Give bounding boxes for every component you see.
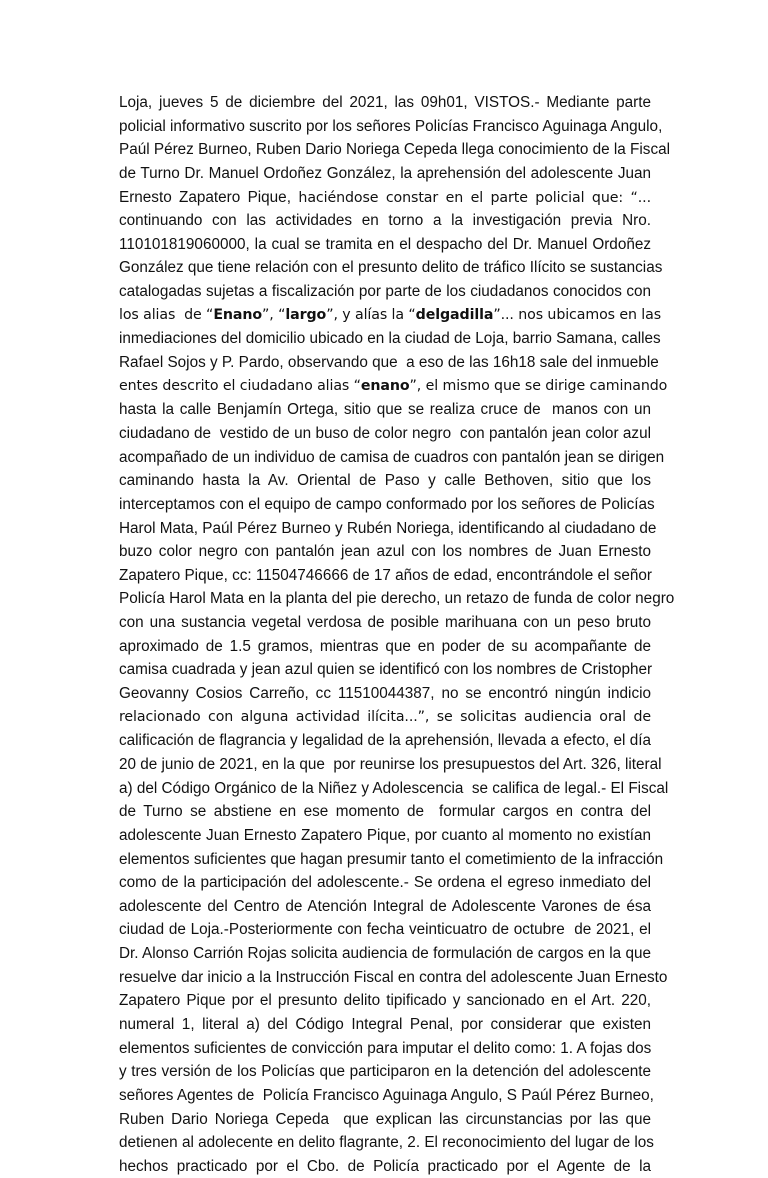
text-line: y tres versión de los Policías que participaron en la detención del adolescente [119, 1063, 651, 1081]
text-segment: ”, “ [262, 306, 286, 323]
text-segment: Ernesto Zapatero Pique, [119, 188, 291, 206]
text-line: Paúl Pérez Burneo, Ruben Dario Noriega Cepeda llega conocimiento de la Fiscal [119, 141, 671, 159]
text-line: acompañado de un individuo de camisa de cuadros con pantalón jean se dirigen [119, 448, 665, 466]
text-line: Ruben Dario Noriega Cepeda que explican las circunstancias por las que [119, 1110, 651, 1128]
text-line: Harol Mata, Paúl Pérez Burneo y Rubén Noriega, identificando al ciudadano de [119, 519, 657, 537]
text-line: Dr. Alonso Carrión Rojas solicita audiencia de formulación de cargos en la que [119, 945, 651, 963]
text-line: resuelve dar inicio a la Instrucción Fiscal en contra del adolescente Juan Ernesto [119, 968, 668, 986]
text-segment: haciéndose constar en el parte policial que: “... [290, 189, 651, 206]
text-line: buzo color negro con pantalón jean azul con los nombres de Juan Ernesto [119, 543, 651, 561]
text-line: de Turno se abstiene en ese momento de formular cargos en contra del [119, 803, 651, 821]
text-line: elementos suficientes que hagan presumir tanto el cometimiento de la infracción [119, 850, 664, 868]
document-body [119, 91, 675, 1178]
text-line: Policía Harol Mata en la planta del pie derecho, un retazo de funda de color negro [119, 590, 675, 608]
text-line: ciudad de Loja.-Posteriormente con fecha veinticuatro de octubre de 2021, el [119, 921, 651, 939]
bold-alias: largo [285, 306, 327, 323]
text-line [119, 304, 662, 328]
text-line: caminando hasta la Av. Oriental de Paso y calle Bethoven, sitio que los [119, 472, 651, 490]
text-line: señores Agentes de Policía Francisco Aguinaga Angulo, S Paúl Pérez Burneo, [119, 1086, 654, 1104]
text-line: catalogadas sujetas a fiscalización por parte de los ciudadanos conocidos con [119, 283, 651, 301]
text-line: hechos practicado por el Cbo. de Policía practicado por el Agente de la [119, 1157, 651, 1175]
text-line: adolescente del Centro de Atención Integral de Adolescente Varones de ésa [119, 897, 651, 915]
text-line: ciudadano de vestido de un buso de color negro con pantalón jean color azul [119, 424, 651, 442]
bold-alias: enano [360, 377, 410, 394]
text-line: de Turno Dr. Manuel Ordoñez González, la aprehensión del adolescente Juan [119, 164, 651, 182]
text-line: como de la participación del adolescente.- Se ordena el egreso inmediato del [119, 874, 651, 892]
text-line: adolescente Juan Ernesto Zapatero Pique, por cuanto al momento no existían [119, 826, 651, 844]
bold-alias: delgadilla [415, 306, 494, 323]
text-segment: entes descrito el ciudadano alias “ [119, 377, 361, 394]
text-line: inmediaciones del domicilio ubicado en la ciudad de Loja, barrio Samana, calles [119, 330, 661, 348]
text-line: numeral 1, literal a) del Código Integral Penal, por considerar que existen [119, 1015, 651, 1033]
text-line: hasta la calle Benjamín Ortega, sitio que se realiza cruce de manos con un [119, 401, 651, 419]
text-segment: los alias de “ [119, 306, 214, 323]
text-segment: ”, y alías la “ [326, 306, 416, 323]
text-segment: ”, el mismo que se dirige caminando [409, 377, 668, 394]
text-segment: se solicitas audiencia oral de [429, 708, 651, 725]
text-line: Zapatero Pique, cc: 11504746666 de 17 años de edad, encontrándole el señor [119, 566, 652, 584]
text-line: elementos suficientes de convicción para imputar el delito como: 1. A fojas dos [119, 1039, 652, 1057]
text-segment: ”... nos ubicamos en las [493, 306, 662, 323]
text-line: Rafael Sojos y P. Pardo, observando que a eso de las 16h18 sale del inmueble [119, 354, 659, 372]
text-line: interceptamos con el equipo de campo conformado por los señores de Policías [119, 495, 655, 513]
text-line: continuando con las actividades en torno a la investigación previa Nro. [119, 212, 651, 230]
text-line: a) del Código Orgánico de la Niñez y Adolescencia se califica de legal.- El Fiscal [119, 779, 669, 797]
text-line: 110101819060000, la cual se tramita en el despacho del Dr. Manuel Ordoñez [119, 235, 651, 253]
text-line: detienen al adolecente en delito flagrante, 2. El reconocimiento del lugar de los [119, 1134, 654, 1152]
text-line: aproximado de 1.5 gramos, mientras que en poder de su acompañante de [119, 637, 651, 655]
text-line: Loja, jueves 5 de diciembre del 2021, las 09h01, VISTOS.- Mediante parte [119, 94, 651, 111]
text-line: policial informativo suscrito por los señores Policías Francisco Aguinaga Angulo, [119, 117, 663, 135]
text-line [119, 186, 651, 210]
text-line: camisa cuadrada y jean azul quien se identificó con los nombres de Cristopher [119, 661, 653, 679]
text-line [119, 706, 651, 730]
text-segment: relacionado con alguna actividad ilícita...”, [119, 708, 430, 725]
text-line: 20 de junio de 2021, en la que por reunirse los presupuestos del Art. 326, literal [119, 755, 662, 773]
bold-alias: Enano [213, 306, 263, 323]
text-line [119, 375, 668, 399]
text-line: Geovanny Cosios Carreño, cc 11510044387, no se encontró ningún indicio [119, 685, 651, 703]
text-line: Zapatero Pique por el presunto delito tipificado y sancionado en el Art. 220, [119, 992, 651, 1010]
text-line: González que tiene relación con el presunto delito de tráfico Ilícito se sustancias [119, 259, 663, 277]
text-line: calificación de flagrancia y legalidad de la aprehensión, llevada a efecto, el día [119, 732, 651, 750]
text-line: con una sustancia vegetal verdosa de posible marihuana con un peso bruto [119, 614, 651, 632]
